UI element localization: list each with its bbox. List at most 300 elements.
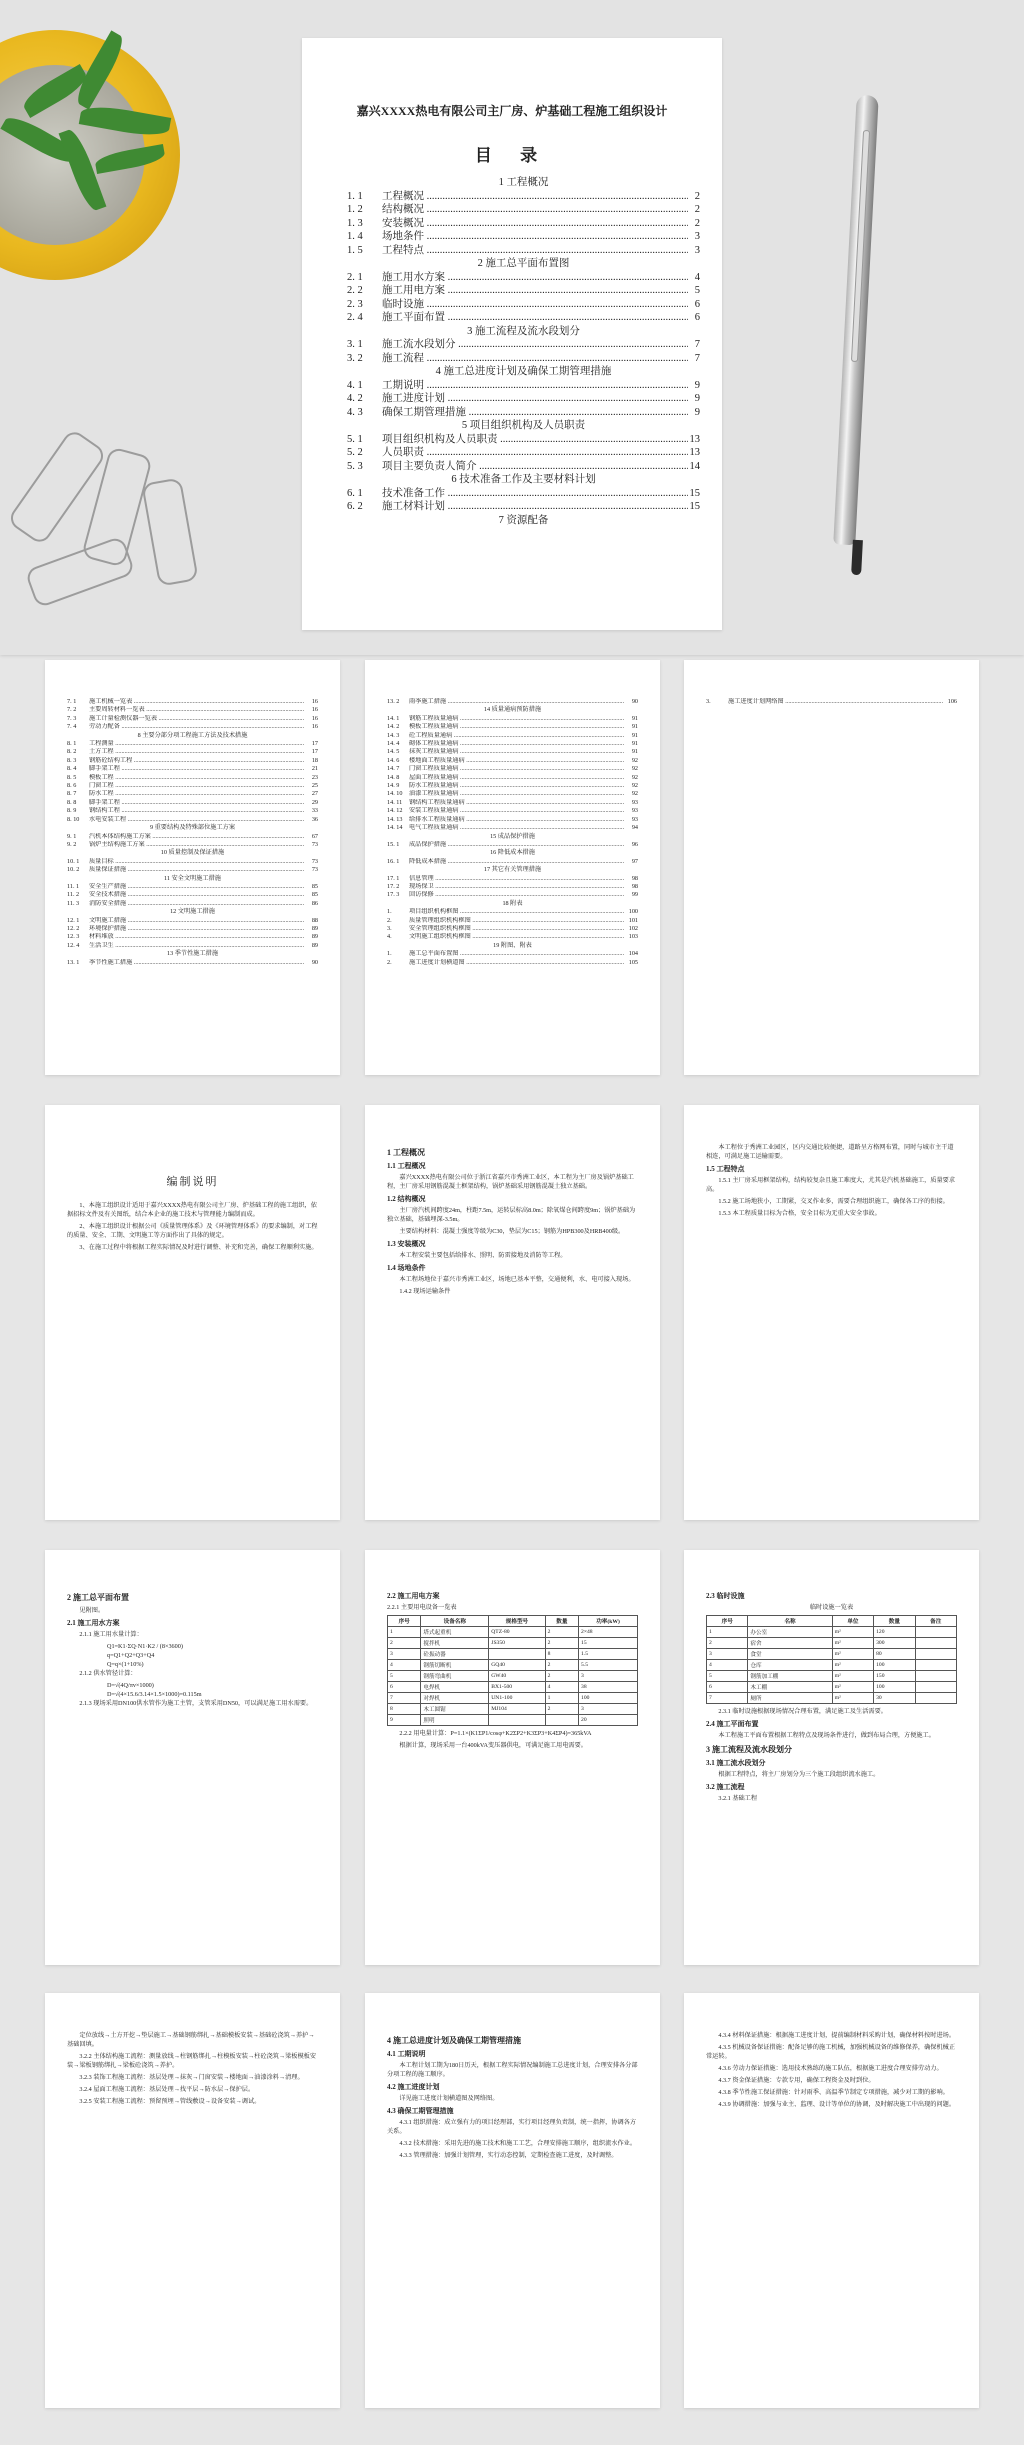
toc-entry-title: 消防安全措施 .....: [89, 900, 304, 908]
subsection-heading: 2.1 施工用水方案: [67, 1619, 120, 1627]
table-cell: [915, 1682, 956, 1693]
table-cell: QTZ-80: [489, 1627, 545, 1638]
toc-entry[interactable]: [387, 790, 638, 798]
table-cell: 15: [579, 1638, 638, 1649]
section-heading: 2 施工总平面布置: [67, 1593, 129, 1602]
toc-entry-page: 29: [311, 798, 318, 806]
toc-entry[interactable]: [347, 433, 700, 447]
table-header-row: [707, 1616, 957, 1627]
toc-entry-number: 14. 2: [387, 723, 400, 731]
toc-section-heading: 1 工程概况: [498, 177, 549, 188]
toc-entry[interactable]: [347, 379, 700, 393]
table-cell: 300: [874, 1638, 915, 1649]
toc-entry-title: 安全生产措施 .....: [89, 883, 304, 891]
toc-entry-page: 85: [311, 882, 318, 890]
toc-entry-title: 工程特点 .....: [382, 244, 688, 258]
toc-entry-number: 9. 1: [67, 832, 77, 840]
subsection-heading: 4.1 工期说明: [387, 2050, 426, 2058]
table-cell: m²: [832, 1638, 873, 1649]
table-cell: m²: [832, 1627, 873, 1638]
toc-entry-page: 67: [311, 832, 318, 840]
toc-entry-title: 主要周转材料一览表 .....: [89, 706, 304, 714]
toc-entry[interactable]: [347, 392, 700, 406]
table-cell: 2: [545, 1671, 578, 1682]
toc-entry[interactable]: [387, 748, 638, 756]
toc-entry[interactable]: [387, 740, 638, 748]
toc-entry[interactable]: [347, 460, 700, 474]
toc-entry[interactable]: [387, 875, 638, 883]
toc-entry[interactable]: [387, 799, 638, 807]
table-cell: [915, 1649, 956, 1660]
toc-entry-number: 17. 2: [387, 882, 400, 890]
paragraph: 主厂房汽机间跨度24m，柱距7.5m，运转层标高8.0m；除氧煤仓间跨度9m；锅炉基础为独立基础，基础埋深-3.5m。: [387, 1207, 636, 1223]
paperclip-decoration: [141, 477, 198, 586]
toc-entry[interactable]: [67, 757, 318, 765]
paragraph: 2.1.2 供水管径计算：: [79, 1670, 137, 1677]
table-cell: UN1-100: [489, 1693, 545, 1704]
toc-entry-number: 14. 4: [387, 740, 400, 748]
paragraph: 3.2.3 装饰工程施工流程：基层处理→抹灰→门窗安装→楼地面→油漆涂料→清理。: [79, 2074, 304, 2081]
paragraph: 根据计算，现场采用一台400kVA变压器供电，可满足施工用电需要。: [399, 1742, 587, 1749]
toc-entry-number: 15. 1: [387, 840, 400, 848]
water-plan-page: [45, 1550, 340, 1965]
table-row: [707, 1649, 957, 1660]
toc-entry[interactable]: [67, 799, 318, 807]
toc-entry-number: 14. 8: [387, 773, 400, 781]
toc-entry-title: 抹灰工程质量通病 .....: [409, 748, 624, 756]
toc-entry-page: 93: [631, 815, 638, 823]
toc-entry-title: 安全技术措施 .....: [89, 891, 304, 899]
table-header-cell: 设备名称: [421, 1616, 489, 1627]
toc-entry-page: 92: [631, 782, 638, 790]
toc-entry[interactable]: [387, 807, 638, 815]
toc-entry-number: 7. 2: [67, 706, 77, 714]
toc-entry-title: 施工平面布置 .....: [382, 311, 688, 325]
table-cell: 6: [707, 1682, 748, 1693]
table-cell: m²: [832, 1660, 873, 1671]
toc-entry[interactable]: [67, 917, 318, 925]
toc-entry[interactable]: [387, 883, 638, 891]
toc-section-heading: 15 成品保护措施: [490, 832, 535, 840]
table-cell: [915, 1693, 956, 1704]
toc-entry-page: 90: [631, 698, 638, 705]
paragraph: 4.3.7 资金保证措施：专款专用，确保工程资金及时到位。: [718, 2077, 875, 2084]
toc-entry[interactable]: [67, 807, 318, 815]
toc-entry-page: 92: [631, 756, 638, 764]
toc-entry[interactable]: [67, 866, 318, 874]
subsection-heading: 2.3 临时设施: [706, 1592, 745, 1600]
toc-entry-title: 环境保护措施 .....: [89, 925, 304, 933]
paragraph: 2.2.2 用电量计算：P=1.1×(K1ΣP1/cosφ+K2ΣP2+K3ΣP3+K4ΣP4)=365kVA: [399, 1730, 592, 1737]
table-cell: 38: [579, 1682, 638, 1693]
toc-entry[interactable]: [67, 883, 318, 891]
toc-page-1: [302, 38, 722, 630]
toc-entry-number: 13. 1: [67, 958, 80, 966]
toc-entry-title: 生活卫生 .....: [89, 942, 304, 950]
toc-entry[interactable]: [387, 824, 638, 832]
toc-entry[interactable]: [347, 298, 700, 312]
paragraph: 3.2.2 主体结构施工流程：测量放线→柱钢筋绑扎→柱模板安装→柱砼浇筑→梁板模板安装→梁板钢筋绑扎→梁板砼浇筑→养护。: [67, 2053, 317, 2069]
table-cell: 2: [545, 1704, 578, 1715]
toc-entry-title: 材料堆放 .....: [89, 933, 304, 941]
toc-section-heading: 16 降低成本措施: [490, 849, 535, 857]
toc-entry[interactable]: [67, 891, 318, 899]
toc-entry[interactable]: [67, 858, 318, 866]
table-cell: 3: [579, 1704, 638, 1715]
toc-entry-page: 9: [694, 406, 700, 418]
toc-entry-title: 降低成本措施 .....: [409, 858, 624, 866]
table-cell: 4: [388, 1660, 421, 1671]
toc-entry-title: 给排水工程质量通病 .....: [409, 816, 624, 824]
schedule-page: [365, 1993, 660, 2408]
toc-entry-number: 8. 5: [67, 773, 77, 781]
table-row: [707, 1671, 957, 1682]
toc-entry-number: 6. 1: [347, 487, 363, 499]
toc-entry-title: 钢筋砼结构工程 .....: [89, 757, 304, 765]
flow-page: [45, 1993, 340, 2408]
toc-entry[interactable]: [67, 740, 318, 748]
toc-entry[interactable]: [387, 715, 638, 723]
toc-entry[interactable]: [347, 406, 700, 420]
toc-entry-title: 确保工期管理措施 .....: [382, 406, 688, 420]
toc-entry-title: 施工材料计划 .....: [382, 500, 688, 514]
toc-entry-page: 96: [631, 840, 638, 848]
table-row: [707, 1693, 957, 1704]
table-cell: 木工圆锯: [421, 1704, 489, 1715]
toc-section-heading: 4 施工总进度计划及确保工期管理措施: [435, 366, 612, 377]
toc-entry-number: 1. 5: [347, 244, 363, 256]
toc-entry-number: 14. 12: [387, 807, 403, 815]
formula: q=Q1+Q2+Q3+Q4: [107, 1652, 155, 1659]
toc-entry[interactable]: [387, 908, 638, 916]
table-cell: 砼振动器: [421, 1649, 489, 1660]
paragraph: 1.5.1 主厂房采用框架结构，结构较复杂且施工难度大，尤其是汽机基础施工，质量要求高。: [706, 1177, 956, 1193]
table-cell: 办公室: [748, 1627, 832, 1638]
toc-section-heading: 7 资源配备: [498, 514, 549, 526]
toc-entry-page: 15: [689, 501, 700, 512]
table-cell: 9: [388, 1715, 421, 1726]
table-cell: MJ104: [489, 1704, 545, 1715]
toc-entry-page: 91: [631, 723, 638, 731]
toc-entry-title: 项目组织机构及人员职责 .....: [382, 433, 688, 447]
toc-entry[interactable]: [67, 816, 318, 824]
toc-entry-number: 8. 1: [67, 740, 77, 748]
toc-entry-title: 结构概况 .....: [382, 203, 688, 217]
toc-entry[interactable]: [67, 765, 318, 773]
toc-entry-number: 8. 3: [67, 756, 77, 764]
table-cell: 对焊机: [421, 1693, 489, 1704]
table-header-cell: 单位: [832, 1616, 873, 1627]
toc-entry-number: 12. 3: [67, 933, 80, 941]
toc-entry[interactable]: [387, 925, 638, 933]
table-cell: 100: [874, 1660, 915, 1671]
paragraph: 4.3.9 协调措施：加强与业主、监理、设计等单位的协调，及时解决施工中出现的问题。: [718, 2101, 956, 2108]
toc-section-heading: 10 质量控制及保证措施: [160, 849, 225, 857]
paragraph: 3.2.4 屋面工程施工流程：基层处理→找平层→防水层→保护层。: [79, 2086, 255, 2093]
toc-entry[interactable]: [67, 715, 318, 723]
toc-entry[interactable]: [387, 917, 638, 925]
formula: Q=q×(1+10%): [107, 1661, 144, 1668]
toc-section-heading: 9 重要结构及特殊部位施工方案: [149, 824, 236, 832]
table-cell: 2: [545, 1638, 578, 1649]
toc-entry[interactable]: [67, 933, 318, 941]
toc-entry-page: 14: [689, 460, 700, 472]
toc-entry[interactable]: [67, 748, 318, 756]
toc-page-3: [365, 660, 660, 1075]
toc-entry-title: 施工用电方案 .....: [382, 284, 688, 298]
toc-entry-page: 105: [628, 958, 638, 966]
paragraph: 4.3.3 管理措施：加强计划管理，实行动态控制，定期检查施工进度，及时调整。: [399, 2152, 618, 2159]
table-cell: 120: [874, 1627, 915, 1638]
measures-page: [684, 1993, 979, 2408]
subsection-heading: 4.2 施工进度计划: [387, 2083, 440, 2091]
toc-entry-page: 94: [631, 824, 638, 832]
paragraph: 2.1.1 施工用水量计算：: [79, 1631, 143, 1638]
toc-entry[interactable]: [387, 757, 638, 765]
table-row: [388, 1649, 638, 1660]
table-cell: 厕所: [748, 1693, 832, 1704]
toc-entry-page: 92: [631, 765, 638, 773]
toc-entry-title: 安装概况 .....: [382, 217, 688, 231]
table-cell: 7: [388, 1693, 421, 1704]
toc-entry-title: 回访保修 .....: [409, 891, 624, 899]
toc-entry[interactable]: [347, 311, 700, 325]
toc-entry-title: 钢筋工程质量通病 .....: [409, 715, 624, 723]
toc-entry[interactable]: [67, 698, 318, 706]
toc-entry[interactable]: [347, 217, 700, 231]
toc-entry-title: 信息管理 .....: [409, 875, 624, 883]
toc-entry-page: 102: [628, 924, 638, 932]
table-row: [707, 1638, 957, 1649]
toc-entry[interactable]: [347, 446, 700, 460]
toc-entry[interactable]: [347, 230, 700, 244]
toc-entry-page: 89: [311, 924, 318, 932]
toc-entry[interactable]: [67, 900, 318, 908]
toc-entry[interactable]: [387, 732, 638, 740]
paragraph: 根据工程特点，将主厂房划分为三个施工段组织流水施工。: [718, 1771, 880, 1778]
toc-entry-title: 场地条件 .....: [382, 230, 688, 244]
toc-entry-page: 21: [311, 765, 318, 773]
toc-entry-number: 7. 3: [67, 714, 77, 722]
toc-entry-page: 3: [694, 231, 700, 242]
table-cell: [915, 1638, 956, 1649]
toc-entry-title: 文明施工组织机构框图 .....: [409, 933, 624, 941]
toc-entry-page: 86: [311, 899, 318, 907]
subsection-heading: 1.3 安装概况: [387, 1240, 426, 1248]
toc-entry[interactable]: [67, 833, 318, 841]
paragraph: 本工程位于秀洲工业园区，区内交通比较便捷，道路呈方格网布置，同时与城市主干道相连，可满足施工运输需要。: [706, 1144, 954, 1160]
paragraph: 4.3.5 机械设备保证措施：配备足够的施工机械，加强机械设备的维修保养，确保机械正常运转。: [706, 2044, 956, 2060]
toc-entry-title: 技术准备工作 .....: [382, 487, 688, 501]
toc-entry-page: 18: [311, 756, 318, 764]
toc-entry[interactable]: [387, 723, 638, 731]
facilities-table: [706, 1615, 957, 1704]
subsection-heading: 4.3 确保工期管理措施: [387, 2107, 454, 2115]
table-cell: 仓库: [748, 1660, 832, 1671]
toc-entry[interactable]: [347, 487, 700, 501]
toc-entry-number: 11. 2: [67, 891, 80, 899]
toc-entry-number: 2. 2: [347, 285, 363, 296]
formula: D=√(4Q/πv×1000): [107, 1682, 154, 1689]
toc-entry[interactable]: [347, 190, 700, 204]
toc-entry-title: 锅炉主结构施工方案 .....: [89, 841, 304, 849]
table-row: [388, 1627, 638, 1638]
table-row: [707, 1660, 957, 1671]
table-cell: m²: [832, 1671, 873, 1682]
table-cell: 3: [388, 1649, 421, 1660]
toc-entry[interactable]: [387, 782, 638, 790]
toc-entry-title: 施工进度计划网络图 .....: [728, 698, 943, 706]
subsection-heading: 3.2 施工流程: [706, 1783, 745, 1791]
toc-entry[interactable]: [347, 284, 700, 298]
toc-entry[interactable]: [387, 933, 638, 941]
toc-entry[interactable]: [706, 698, 957, 706]
table-cell: 2: [545, 1627, 578, 1638]
toc-entry[interactable]: [347, 203, 700, 217]
toc-entry[interactable]: [67, 790, 318, 798]
toc-entry-title: 质量目标 .....: [89, 858, 304, 866]
toc-entry-page: 91: [631, 740, 638, 748]
toc-entry-page: 7: [694, 339, 700, 350]
toc-entry-page: 92: [631, 773, 638, 781]
paragraph: 本工程计划工期为180日历天，根据工程实际情况编制施工总进度计划，合理安排各分部分项工程的施工顺序。: [387, 2062, 638, 2078]
toc-entry[interactable]: [347, 271, 700, 285]
table-cell: 5.5: [579, 1660, 638, 1671]
toc-entry-number: 14. 14: [387, 824, 403, 832]
toc-entry-number: 8. 9: [67, 807, 77, 815]
paragraph: 3.2.1 基础工程: [718, 1795, 758, 1802]
toc-entry-title: 油漆工程质量通病 .....: [409, 790, 624, 798]
toc-entry[interactable]: [387, 765, 638, 773]
table-cell: 照明: [421, 1715, 489, 1726]
paragraph: 见附图。: [79, 1607, 105, 1614]
toc-entry-number: 13. 2: [387, 698, 400, 705]
toc-entry-title: 脚手架工程 .....: [89, 765, 304, 773]
toc-entry-number: 3. 2: [347, 352, 363, 364]
toc-entry-number: 5. 2: [347, 447, 363, 458]
toc-entry-title: 水电安装工程 .....: [89, 816, 304, 824]
subsection-heading: 1.5 工程特点: [706, 1165, 745, 1173]
paragraph: 1.4.2 现场运输条件: [399, 1288, 451, 1295]
toc-entry-number: 2.: [387, 958, 392, 966]
toc-entry-title: 防水工程质量通病 .....: [409, 782, 624, 790]
toc-entry[interactable]: [67, 925, 318, 933]
toc-entry[interactable]: [387, 858, 638, 866]
table-cell: 1.5: [579, 1649, 638, 1660]
toc-entry-number: 8. 4: [67, 765, 77, 773]
toc-entry-page: 2: [694, 217, 700, 229]
table-cell: 4: [707, 1660, 748, 1671]
paragraph: 4.3.8 季节性施工保证措施：针对雨季、高温季节制定专项措施，减少对工期的影响。: [718, 2089, 949, 2096]
table-cell: GW40: [489, 1671, 545, 1682]
toc-entry-number: 5. 3: [347, 460, 363, 472]
toc-entry-page: 7: [694, 352, 700, 364]
table-caption: 临时设施一览表: [809, 1604, 854, 1611]
paragraph: 嘉兴XXXX热电有限公司位于浙江省嘉兴市秀洲工业区，本工程为主厂房及锅炉基础工程，主厂房采用钢筋混凝土框架结构，锅炉基础采用钢筋混凝土独立基础。: [387, 1174, 634, 1190]
toc-entry-page: 13: [689, 433, 700, 445]
toc-entry-page: 2: [694, 190, 700, 202]
toc-entry[interactable]: [67, 723, 318, 731]
toc-entry-title: 成品保护措施 .....: [409, 841, 624, 849]
toc-entry-title: 施工流水段划分 .....: [382, 338, 688, 352]
toc-entry-number: 7. 4: [67, 723, 77, 731]
toc-entry-page: 17: [311, 740, 318, 748]
table-cell: 钢筋弯曲机: [421, 1671, 489, 1682]
paragraph: 4.3.6 劳动力保证措施：选用技术熟练的施工队伍，根据施工进度合理安排劳动力。: [718, 2065, 943, 2072]
toc-entry-page: 33: [311, 807, 318, 815]
toc-entry[interactable]: [67, 942, 318, 950]
toc-section-heading: 2 施工总平面布置图: [477, 258, 570, 269]
toc-entry-number: 12. 4: [67, 941, 80, 949]
toc-entry[interactable]: [387, 816, 638, 824]
overview-page-2: [684, 1105, 979, 1520]
toc-entry-title: 临时设施 .....: [382, 298, 688, 312]
toc-entry-title: 施工流程 .....: [382, 352, 688, 366]
toc-entry-number: 6. 2: [347, 501, 363, 512]
paragraph: 主要结构材料：混凝土强度等级为C30，垫层为C15；钢筋为HPB300及HRB400级。: [399, 1228, 625, 1235]
toc-entry[interactable]: [387, 891, 638, 899]
toc-entry-title: 现场保卫 .....: [409, 883, 624, 891]
toc-section-heading: 5 项目组织机构及人员职责: [461, 420, 586, 431]
toc-entry-number: 17. 1: [387, 874, 400, 882]
table-cell: 3: [707, 1649, 748, 1660]
table-cell: [915, 1627, 956, 1638]
table-cell: 1: [388, 1627, 421, 1638]
toc-entry-title: 施工进度计划 .....: [382, 392, 688, 406]
table-caption: 2.2.1 主要用电设备一览表: [387, 1604, 457, 1611]
toc-entry-number: 16. 1: [387, 857, 400, 865]
table-row: [388, 1638, 638, 1649]
table-cell: BX1-500: [489, 1682, 545, 1693]
table-cell: 20: [579, 1715, 638, 1726]
paragraph: 详见施工进度计划横道图及网络图。: [399, 2095, 499, 2102]
paragraph: 2.1.3 现场采用DN100供水管作为施工主管，支管采用DN50，可以满足施工用水需要。: [79, 1700, 313, 1707]
toc-entry[interactable]: [387, 959, 638, 967]
toc-entry-number: 10. 2: [67, 866, 80, 874]
toc-entry-number: 17. 3: [387, 891, 400, 899]
toc-entry[interactable]: [347, 244, 700, 258]
toc-entry[interactable]: [387, 774, 638, 782]
toc-entry-title: 雨季施工措施 .....: [409, 698, 624, 706]
table-header-cell: 序号: [707, 1616, 748, 1627]
table-cell: [545, 1715, 578, 1726]
toc-entry-number: 14. 10: [387, 790, 403, 798]
subsection-heading: 1.2 结构概况: [387, 1195, 426, 1203]
toc-entry-title: 质量保证措施 .....: [89, 866, 304, 874]
toc-entry[interactable]: [67, 959, 318, 967]
paragraph: 本工程施工平面布置根据工程特点及现场条件进行，做到布局合理，方便施工。: [718, 1732, 935, 1739]
toc-entry-number: 2. 3: [347, 298, 363, 310]
toc-entry-page: 98: [631, 882, 638, 890]
toc-entry-page: 6: [694, 298, 700, 310]
toc-entry[interactable]: [347, 352, 700, 366]
toc-page-4: [684, 660, 979, 1075]
equipment-table: [387, 1615, 638, 1726]
toc-entry[interactable]: [347, 338, 700, 352]
toc-entry[interactable]: [67, 782, 318, 790]
toc-entry-page: 5: [694, 285, 700, 296]
toc-entry[interactable]: [347, 500, 700, 514]
toc-section-heading: 8 主要分部分项工程施工方法及技术措施: [137, 731, 248, 739]
toc-entry[interactable]: [67, 774, 318, 782]
toc-entry-page: 98: [631, 874, 638, 882]
toc-entry-title: 砼工程质量通病 .....: [409, 732, 624, 740]
toc-entry[interactable]: [67, 706, 318, 714]
toc-entry-number: 4. 1: [347, 379, 363, 391]
toc-entry[interactable]: [387, 950, 638, 958]
toc-entry-page: 106: [947, 698, 957, 705]
toc-entry-page: 16: [311, 723, 318, 731]
